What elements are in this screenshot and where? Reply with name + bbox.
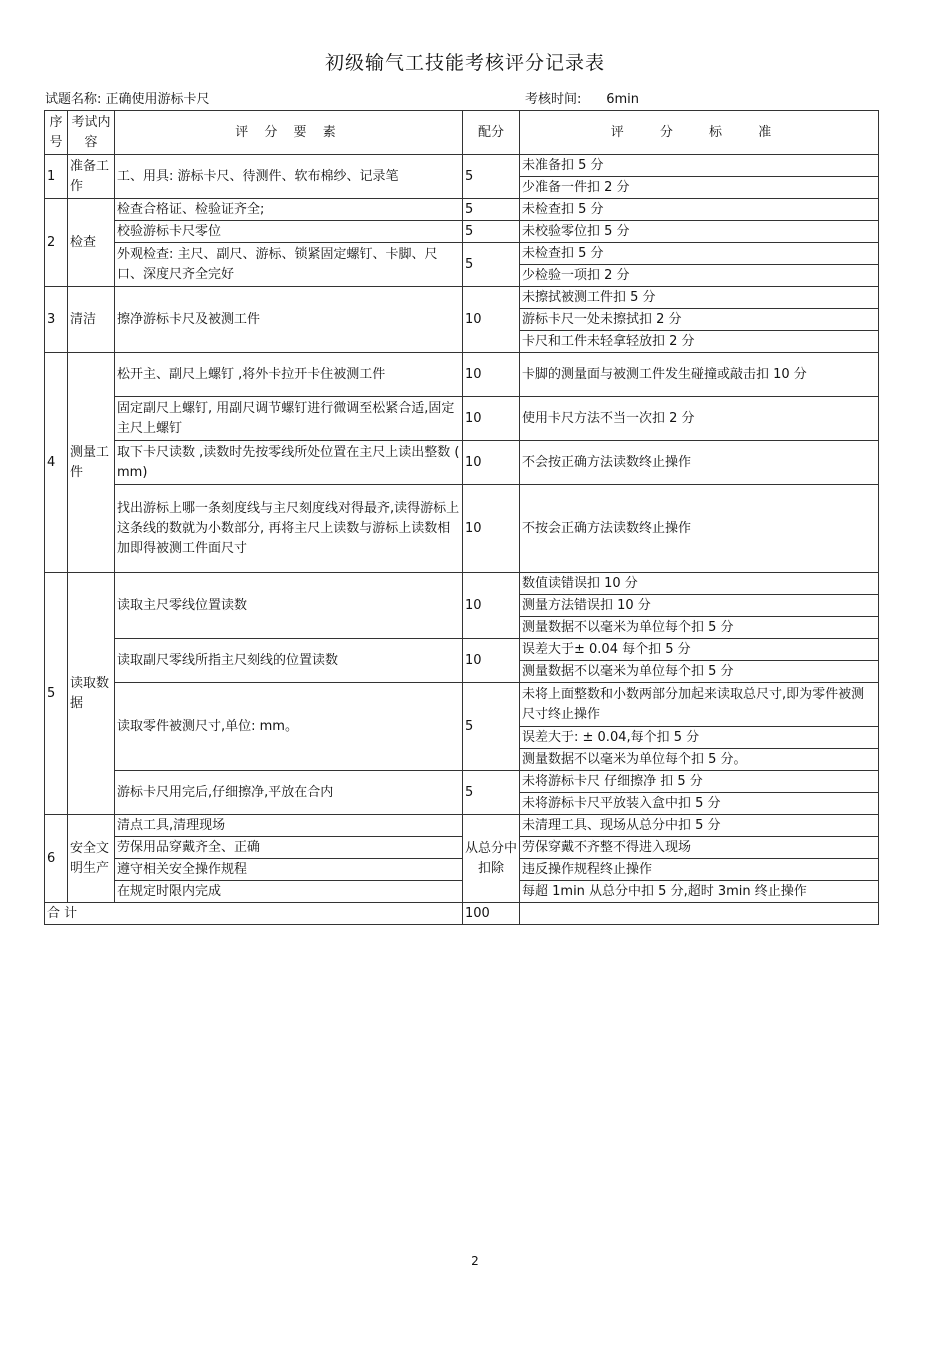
scoring-element: 遵守相关安全操作规程 xyxy=(115,859,463,881)
section-content: 准备工作 xyxy=(68,155,115,199)
section-content: 检查 xyxy=(68,199,115,287)
page-title: 初级输气工技能考核评分记录表 xyxy=(324,52,605,74)
points: 10 xyxy=(463,287,520,353)
criteria: 游标卡尺一处未擦拭扣 2 分 xyxy=(520,309,879,331)
points: 10 xyxy=(463,441,520,485)
section-number: 3 xyxy=(45,287,68,353)
points: 10 xyxy=(463,573,520,639)
scoring-element: 读取副尺零线所指主尺刻线的位置读数 xyxy=(115,639,463,683)
criteria: 每超 1min 从总分中扣 5 分,超时 3min 终止操作 xyxy=(520,881,879,903)
scoring-element: 取下卡尺读数 ,读数时先按零线所处位置在主尺上读出整数 ( mm) xyxy=(115,441,463,485)
scoring-element: 读取主尺零线位置读数 xyxy=(115,573,463,639)
table-row xyxy=(45,683,879,727)
criteria: 未将游标卡尺平放装入盒中扣 5 分 xyxy=(520,793,879,815)
exam-time xyxy=(525,88,639,107)
page-number: 2 xyxy=(471,1254,479,1268)
points: 5 xyxy=(463,771,520,815)
table-row xyxy=(45,837,879,859)
criteria: 测量方法错误扣 10 分 xyxy=(520,595,879,617)
scoring-element: 松开主、副尺上螺钉 ,将外卡拉开卡住被测工件 xyxy=(115,353,463,397)
criteria: 测量数据不以毫米为单位每个扣 5 分 xyxy=(520,617,879,639)
scoring-element: 游标卡尺用完后,仔细擦净,平放在合内 xyxy=(115,771,463,815)
table-row xyxy=(45,243,879,265)
table-row xyxy=(45,441,879,485)
criteria: 未检查扣 5 分 xyxy=(520,243,879,265)
header-criteria: 评 分 标 准 xyxy=(520,111,879,155)
points: 5 xyxy=(463,199,520,221)
scoring-element: 在规定时限内完成 xyxy=(115,881,463,903)
section-number: 5 xyxy=(45,573,68,815)
criteria: 劳保穿戴不齐整不得进入现场 xyxy=(520,837,879,859)
table-row xyxy=(45,771,879,793)
criteria: 未擦拭被测工件扣 5 分 xyxy=(520,287,879,309)
criteria: 测量数据不以毫米为单位每个扣 5 分 xyxy=(520,661,879,683)
section-number: 2 xyxy=(45,199,68,287)
total-points: 100 xyxy=(463,903,520,925)
criteria: 使用卡尺方法不当一次扣 2 分 xyxy=(520,397,879,441)
table-row xyxy=(45,221,879,243)
table-row xyxy=(45,859,879,881)
scoring-element: 读取零件被测尺寸,单位: mm。 xyxy=(115,683,463,771)
section-number: 1 xyxy=(45,155,68,199)
total-row xyxy=(45,903,879,925)
criteria: 测量数据不以毫米为单位每个扣 5 分。 xyxy=(520,749,879,771)
points: 5 xyxy=(463,683,520,771)
scoring-element: 工、用具: 游标卡尺、待测件、软布棉纱、记录笔 xyxy=(115,155,463,199)
points: 5 xyxy=(463,243,520,287)
header-row xyxy=(45,111,879,155)
task-name: 试题名称: 正确使用游标卡尺 xyxy=(45,92,210,107)
section-content: 安全文明生产 xyxy=(68,815,115,903)
section-content: 测量工件 xyxy=(68,353,115,573)
points: 10 xyxy=(463,639,520,683)
table-row xyxy=(45,881,879,903)
scoring-element: 劳保用品穿戴齐全、正确 xyxy=(115,837,463,859)
table-row xyxy=(45,353,879,397)
scoring-element: 找出游标上哪一条刻度线与主尺刻度线对得最齐,读得游标上这条线的数就为小数部分, 再将主尺上读数与游标上读数相加即得被测工件面尺寸 xyxy=(115,485,463,573)
table-row xyxy=(45,639,879,661)
table-row xyxy=(45,573,879,595)
criteria: 未准备扣 5 分 xyxy=(520,155,879,177)
header-elements: 评 分 要 素 xyxy=(115,111,463,155)
scoring-element: 固定副尺上螺钉, 用副尺调节螺钉进行微调至松紧合适,固定主尺上螺钉 xyxy=(115,397,463,441)
points: 10 xyxy=(463,353,520,397)
section-number: 4 xyxy=(45,353,68,573)
criteria: 数值读错误扣 10 分 xyxy=(520,573,879,595)
criteria: 未将游标卡尺 仔细擦净 扣 5 分 xyxy=(520,771,879,793)
points: 10 xyxy=(463,485,520,573)
criteria: 违反操作规程终止操作 xyxy=(520,859,879,881)
criteria: 少准备一件扣 2 分 xyxy=(520,177,879,199)
scoring-element: 清点工具,清理现场 xyxy=(115,815,463,837)
total-criteria-empty xyxy=(520,903,879,925)
points: 10 xyxy=(463,397,520,441)
criteria: 误差大于: ± 0.04,每个扣 5 分 xyxy=(520,727,879,749)
table-row xyxy=(45,397,879,441)
table-row xyxy=(45,815,879,837)
header-content: 考试内容 xyxy=(68,111,115,155)
table-row xyxy=(45,485,879,573)
criteria: 不按会正确方法读数终止操作 xyxy=(520,485,879,573)
section-number: 6 xyxy=(45,815,68,903)
scoring-element: 擦净游标卡尺及被测工件 xyxy=(115,287,463,353)
scoring-element: 检查合格证、检验证齐全; xyxy=(115,199,463,221)
criteria: 未将上面整数和小数两部分加起来读取总尺寸,即为零件被测尺寸终止操作 xyxy=(520,683,879,727)
criteria: 未清理工具、现场从总分中扣 5 分 xyxy=(520,815,879,837)
criteria: 未校验零位扣 5 分 xyxy=(520,221,879,243)
scoring-element: 外观检查: 主尺、副尺、游标、锁紧固定螺钉、卡脚、尺口、深度尺齐全完好 xyxy=(115,243,463,287)
points: 5 xyxy=(463,155,520,199)
points: 5 xyxy=(463,221,520,243)
table-row xyxy=(45,199,879,221)
score-table xyxy=(44,110,879,925)
criteria: 未检查扣 5 分 xyxy=(520,199,879,221)
table-row xyxy=(45,155,879,177)
exam-time-label: 考核时间: xyxy=(525,92,582,107)
exam-time-value: 6min xyxy=(606,92,639,107)
criteria: 少检验一项扣 2 分 xyxy=(520,265,879,287)
header-no: 序号 xyxy=(45,111,68,155)
points: 从总分中扣除 xyxy=(463,815,520,903)
table-row xyxy=(45,287,879,309)
section-content: 清洁 xyxy=(68,287,115,353)
criteria: 卡尺和工件未轻拿轻放扣 2 分 xyxy=(520,331,879,353)
total-label: 合 计 xyxy=(45,903,463,925)
criteria: 误差大于± 0.04 每个扣 5 分 xyxy=(520,639,879,661)
section-content: 读取数据 xyxy=(68,573,115,815)
criteria: 卡脚的测量面与被测工件发生碰撞或敲击扣 10 分 xyxy=(520,353,879,397)
header-points: 配分 xyxy=(463,111,520,155)
criteria: 不会按正确方法读数终止操作 xyxy=(520,441,879,485)
scoring-element: 校验游标卡尺零位 xyxy=(115,221,463,243)
